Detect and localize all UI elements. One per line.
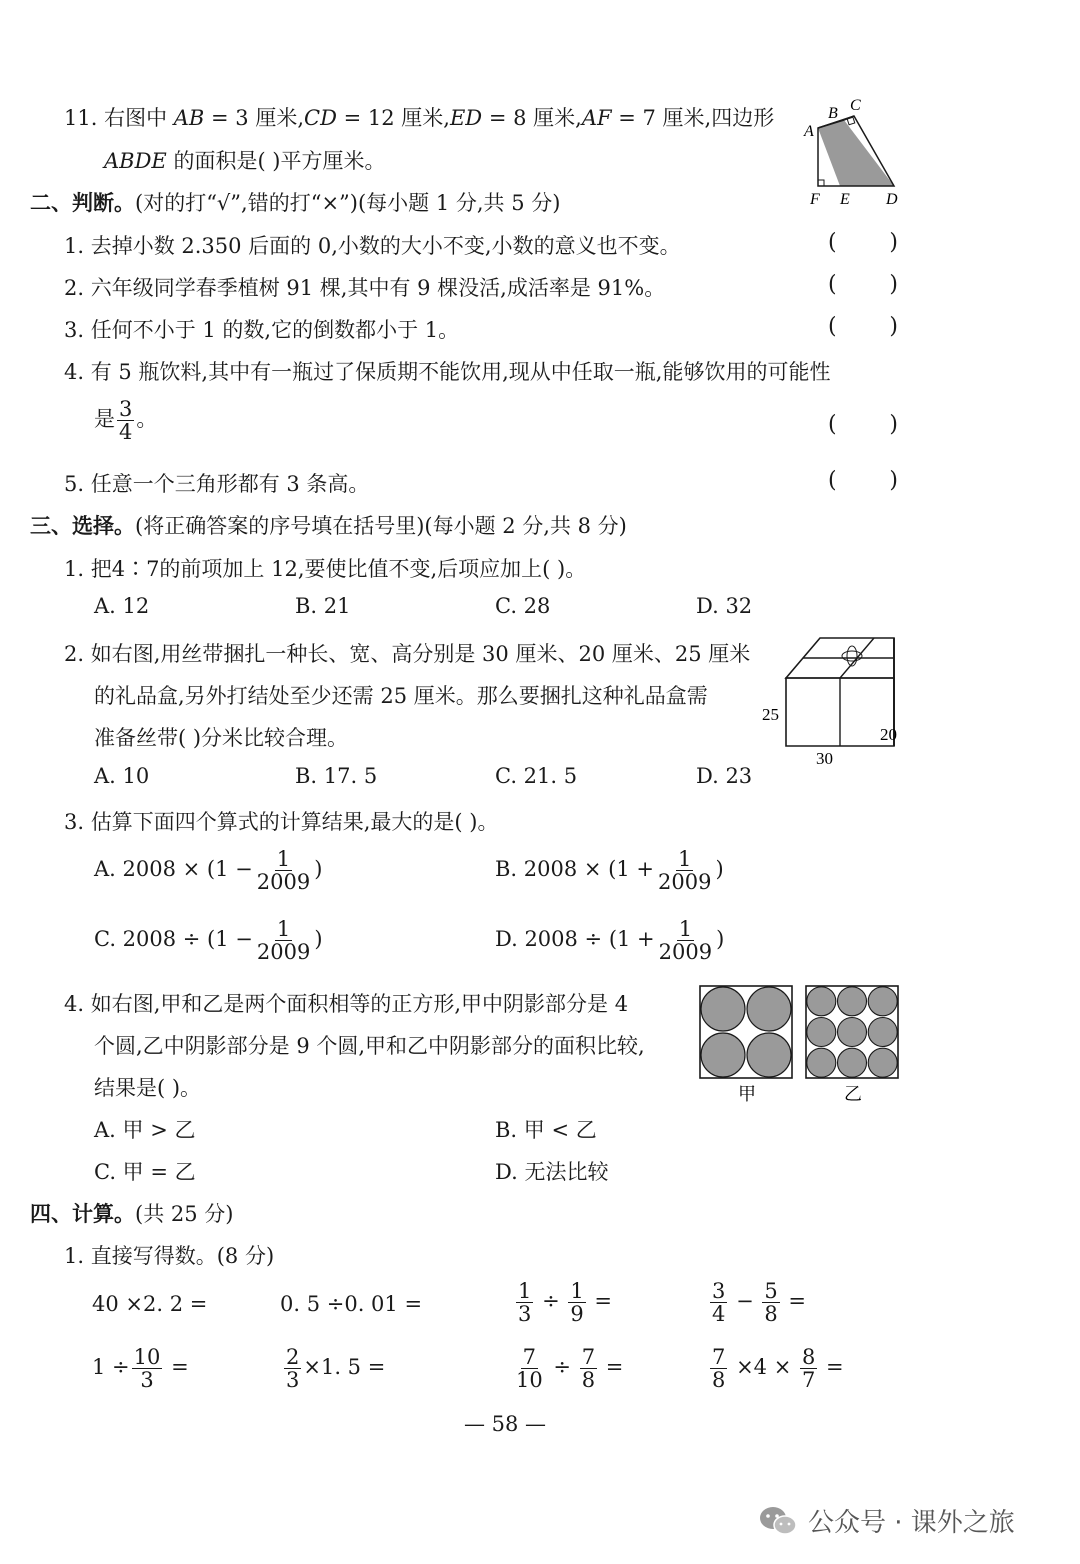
choice-q4-option-a[interactable]: A. 甲 > 乙 [94,1118,196,1142]
frac-denominator: 2009 [658,870,712,895]
fig-label-a: A [804,123,814,140]
judge-answer-2[interactable] [828,272,898,297]
choice-q2-line3: 准备丝带( )分米比较合理。 [94,726,349,750]
frac-denominator: 8 [764,1302,778,1327]
box-label-height: 25 [762,705,779,724]
choice-q4-option-d[interactable]: D. 无法比较 [495,1160,609,1184]
box-label-length: 30 [816,749,833,768]
q11-text: = 3 厘米, [204,106,305,130]
q11-var-ab: AB [173,106,205,130]
fraction [516,1280,533,1325]
calc-expr-7 [512,1346,623,1391]
frac-numerator: 1 [518,1279,532,1303]
calc-expr-5 [92,1346,189,1391]
choice-q2-option-a[interactable]: A. 10 [94,764,150,788]
gift-box-figure [758,630,908,770]
equals: = [594,1289,613,1314]
judge-answer-5[interactable] [828,468,898,493]
paren-left: ( [828,412,837,437]
paren-left: ( [828,230,837,255]
choice-q4-line3: 结果是( )。 [94,1076,202,1100]
equals: = [171,1355,189,1380]
operator: − [736,1289,754,1314]
equals: = [788,1289,807,1314]
operator: ÷ [542,1289,560,1314]
judge-item-2: 2. 六年级同学春季植树 91 棵,其中有 9 棵没活,成活率是 91%。 [64,276,666,300]
box-label-width: 20 [880,725,897,744]
frac-numerator: 2 [286,1345,300,1369]
section4-note: (共 25 分) [135,1202,234,1226]
shaded-quadrilateral [818,120,894,186]
option-text: D. 2008 ÷ (1 + [495,927,655,952]
judge-item-4-line2 [94,398,157,443]
fraction [580,1346,597,1391]
option-text: C. 2008 ÷ (1 − [94,927,253,952]
expr-text: 1 ÷ [92,1355,130,1380]
fig-label-e: E [840,191,850,208]
paren-left: ( [828,272,837,297]
calc-expr-8 [708,1346,844,1391]
equals: = [605,1355,624,1380]
choice-q2-line1: 2. 如右图,用丝带捆扎一种长、宽、高分别是 30 厘米、20 厘米、25 厘米 [64,642,751,666]
squares-circles-figure [696,982,906,1106]
fraction [710,1280,727,1325]
wechat-icon [758,1504,798,1538]
section4-title: 四、计算。 [30,1202,135,1226]
choice-q3-option-a[interactable] [94,848,322,893]
frac-numerator: 1 [678,917,693,941]
paren-right: ) [889,412,898,437]
page-number: — 58 — [463,1412,547,1436]
calc-expr-6 [282,1346,385,1391]
fraction [657,918,714,963]
frac-denominator: 8 [712,1368,726,1393]
frac-denominator: 9 [570,1302,584,1327]
frac-denominator: 3 [286,1368,300,1393]
judge-item-1: 1. 去掉小数 2.350 后面的 0,小数的大小不变,小数的意义也不变。 [64,234,681,258]
paren-left: ( [828,468,837,493]
watermark [758,1502,1015,1539]
frac-denominator: 4 [712,1302,726,1327]
judge-item-3: 3. 任何不小于 1 的数,它的倒数都小于 1。 [64,318,460,342]
frac-numerator: 1 [570,1279,584,1303]
fraction [132,1346,163,1391]
fraction-3-4 [117,398,134,443]
frac-numerator: 1 [276,847,291,871]
frac-denominator: 2009 [658,940,713,965]
section3-title: 三、选择。 [30,514,135,538]
judge-item-4-pre: 是 [94,407,115,432]
frac-denominator: 4 [119,420,133,445]
section3-heading [30,510,627,540]
q11-var-cd: CD [304,106,337,130]
fraction [710,1346,727,1391]
frac-denominator: 2009 [256,940,311,965]
fraction [514,1346,545,1391]
choice-q4-option-c[interactable]: C. 甲 = 乙 [94,1160,196,1184]
choice-q2-option-c[interactable]: C. 21. 5 [495,764,578,788]
section3-note: (将正确答案的序号填在括号里)(每小题 2 分,共 8 分) [135,514,627,538]
q11-text: = 8 厘米, [482,106,582,130]
expr-text: ×1. 5 = [303,1355,386,1380]
judge-item-4-post: 。 [136,407,158,432]
fraction [255,918,312,963]
choice-q1-option-b[interactable]: B. 21 [295,594,351,618]
option-text: ) [314,857,323,882]
fig-label-f: F [810,191,820,208]
quadrilateral-figure [800,98,910,210]
q11-text: = 7 厘米,四边形 [611,106,775,130]
q11-var-ed: ED [449,106,483,130]
section4-heading [30,1198,233,1228]
frac-numerator: 10 [133,1345,161,1369]
fraction [568,1280,585,1325]
frac-numerator: 7 [522,1345,537,1369]
calc-expr-2: 0. 5 ÷0. 01 = [280,1292,423,1316]
fraction [284,1346,301,1391]
fraction [800,1346,817,1391]
judge-item-4: 4. 有 5 瓶饮料,其中有一瓶过了保质期不能饮用,现从中任取一瓶,能够饮用的可能性 [64,360,831,384]
frac-numerator: 8 [801,1345,816,1369]
option-text: A. 2008 × (1 − [94,857,253,882]
q11-text: 11. 右图中 [64,106,174,130]
judge-item-5: 5. 任意一个三角形都有 3 条高。 [64,472,370,496]
frac-denominator: 8 [581,1368,596,1393]
choice-q3: 3. 估算下面四个算式的计算结果,最大的是( )。 [64,810,499,834]
frac-numerator: 1 [276,917,291,941]
paren-right: ) [889,272,898,297]
q11-text: = 12 厘米, [336,106,450,130]
paren-right: ) [889,230,898,255]
calc-sub1: 1. 直接写得数。(8 分) [64,1244,275,1268]
frac-numerator: 7 [581,1345,596,1369]
operator: ÷ [553,1355,572,1380]
judge-answer-1[interactable] [828,230,898,255]
choice-q4-line2: 个圆,乙中阴影部分是 9 个圆,甲和乙中阴影部分的面积比较, [94,1034,645,1058]
frac-denominator: 2009 [256,870,311,895]
option-text: ) [716,927,725,952]
choice-q1-option-a[interactable]: A. 12 [94,594,150,618]
fig-label-b: B [828,105,838,122]
judge-answer-4[interactable] [828,412,898,437]
frac-numerator: 3 [119,397,133,421]
paren-right: ) [889,468,898,493]
choice-q1-option-c[interactable]: C. 28 [495,594,551,618]
choice-q3-option-b[interactable] [495,848,724,893]
frac-denominator: 10 [516,1368,543,1393]
fraction [762,1280,779,1325]
fraction [255,848,312,893]
expr-text: ×4 × [736,1355,792,1380]
choice-q4-line1: 4. 如右图,甲和乙是两个面积相等的正方形,甲中阴影部分是 4 [64,992,629,1016]
calc-expr-1: 40 ×2. 2 = [92,1292,208,1316]
q11-var-abde: ABDE [104,149,167,173]
label-yi: 乙 [844,1084,862,1104]
calc-expr-3 [514,1280,612,1325]
option-text: B. 2008 × (1 + [495,857,654,882]
choice-q3-option-c[interactable] [94,918,323,963]
section2-title: 二、判断。 [30,191,135,215]
frac-denominator: 7 [801,1368,816,1393]
section2-heading [30,187,560,217]
frac-numerator: 7 [712,1345,726,1369]
choice-q1-option-d[interactable]: D. 32 [696,594,753,618]
frac-denominator: 3 [140,1368,154,1393]
option-text: ) [314,927,323,952]
option-text: ) [715,857,724,882]
choice-q3-option-d[interactable] [495,918,724,963]
judge-answer-3[interactable] [828,314,898,339]
section2-note: (对的打“√”,错的打“×”)(每小题 1 分,共 5 分) [135,191,561,215]
frac-numerator: 3 [712,1279,726,1303]
paren-right: ) [889,314,898,339]
choice-q1: 1. 把4∶7的前项加上 12,要使比值不变,后项应加上( )。 [64,557,587,581]
choice-q4-option-b[interactable]: B. 甲 < 乙 [495,1118,597,1142]
frac-denominator: 3 [518,1302,532,1327]
calc-expr-4 [708,1280,806,1325]
choice-q2-option-d[interactable]: D. 23 [696,764,753,788]
fig-label-d: D [886,191,898,208]
paren-left: ( [828,314,837,339]
fraction [656,848,713,893]
frac-numerator: 1 [678,847,692,871]
choice-q2-option-b[interactable]: B. 17. 5 [295,764,378,788]
choice-q2-line2: 的礼品盒,另外打结处至少还需 25 厘米。那么要捆扎这种礼品盒需 [94,684,708,708]
q11-line1 [64,102,774,132]
fig-label-c: C [850,98,861,114]
q11-line2 [104,145,386,175]
watermark-text: 公众号 · 课外之旅 [808,1508,1015,1538]
q11-var-af: AF [581,106,612,130]
frac-numerator: 5 [764,1279,778,1303]
q11-text: 的面积是( )平方厘米。 [166,149,386,173]
equals: = [826,1355,844,1380]
label-jia: 甲 [738,1084,756,1104]
